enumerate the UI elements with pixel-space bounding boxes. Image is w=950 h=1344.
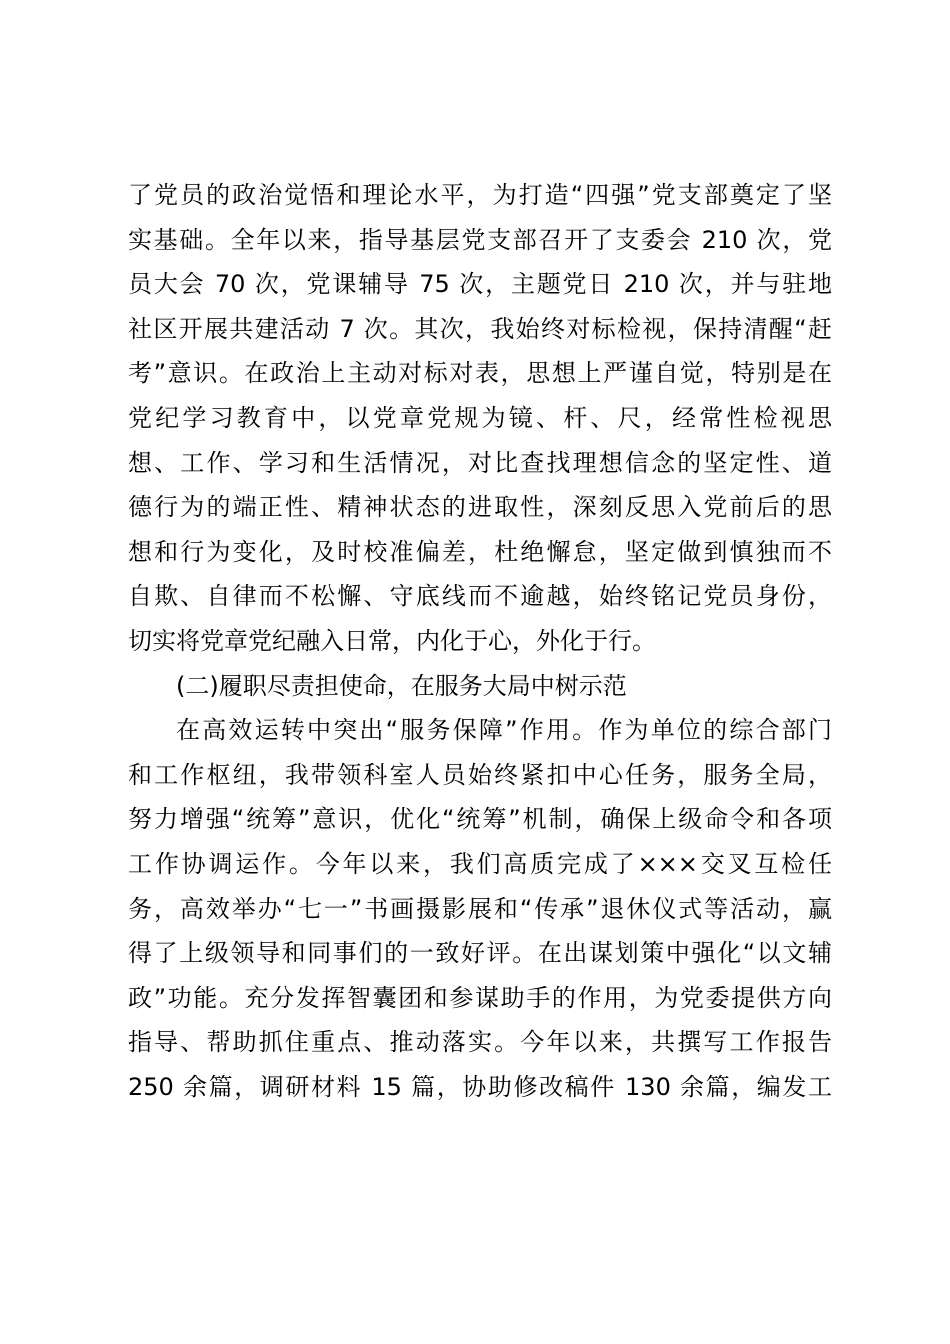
section-heading: (二)履职尽责担使命，在服务大局中树示范	[176, 671, 627, 700]
text-line: 指导、帮助抓住重点、推动落实。今年以来，共撰写工作报告	[128, 1028, 832, 1057]
body-text	[128, 173, 832, 1109]
text-line: 员大会 70 次，党课辅导 75 次，主题党日 210 次，并与驻地	[128, 270, 832, 299]
text-line: 了党员的政治觉悟和理论水平，为打造“四强”党支部奠定了坚	[128, 181, 832, 209]
paragraph-end-line: 切实将党章党纪融入日常，内化于心，外化于行。	[128, 626, 656, 655]
text-line: 工作协调运作。今年以来，我们高质完成了×××交叉互检任	[128, 849, 832, 878]
text-line: 想、工作、学习和生活情况，对比查找理想信念的坚定性、道	[128, 448, 832, 477]
text-line: 务，高效举办“七一”书画摄影展和“传承”退休仪式等活动，赢	[128, 894, 832, 923]
text-line: 德行为的端正性、精神状态的进取性，深刻反思入党前后的思	[128, 493, 832, 522]
text-line: 和工作枢纽，我带领科室人员始终紧扣中心任务，服务全局，	[128, 760, 832, 789]
text-line: 社区开展共建活动 7 次。其次，我始终对标检视，保持清醒“赶	[128, 314, 832, 343]
text-line: 党纪学习教育中，以党章党规为镜、杆、尺，经常性检视思	[128, 403, 832, 432]
text-line: 考”意识。在政治上主动对标对表，思想上严谨自觉，特别是在	[128, 359, 832, 388]
text-line: 努力增强“统筹”意识，优化“统筹”机制，确保上级命令和各项	[128, 805, 832, 834]
text-line: 250 余篇，调研材料 15 篇，协助修改稿件 130 余篇，编发工	[128, 1072, 832, 1101]
text-line: 想和行为变化，及时校准偏差，杜绝懈怠，坚定做到慎独而不	[128, 537, 832, 566]
text-line: 实基础。全年以来，指导基层党支部召开了支委会 210 次，党	[128, 225, 832, 254]
text-line: 自欺、自律而不松懈、守底线而不逾越，始终铭记党员身份，	[128, 582, 832, 611]
text-line: 政”功能。充分发挥智囊团和参谋助手的作用，为党委提供方向	[128, 983, 832, 1012]
text-line: 得了上级领导和同事们的一致好评。在出谋划策中强化“以文辅	[128, 939, 832, 968]
text-line: 在高效运转中突出“服务保障”作用。作为单位的综合部门	[176, 716, 832, 745]
